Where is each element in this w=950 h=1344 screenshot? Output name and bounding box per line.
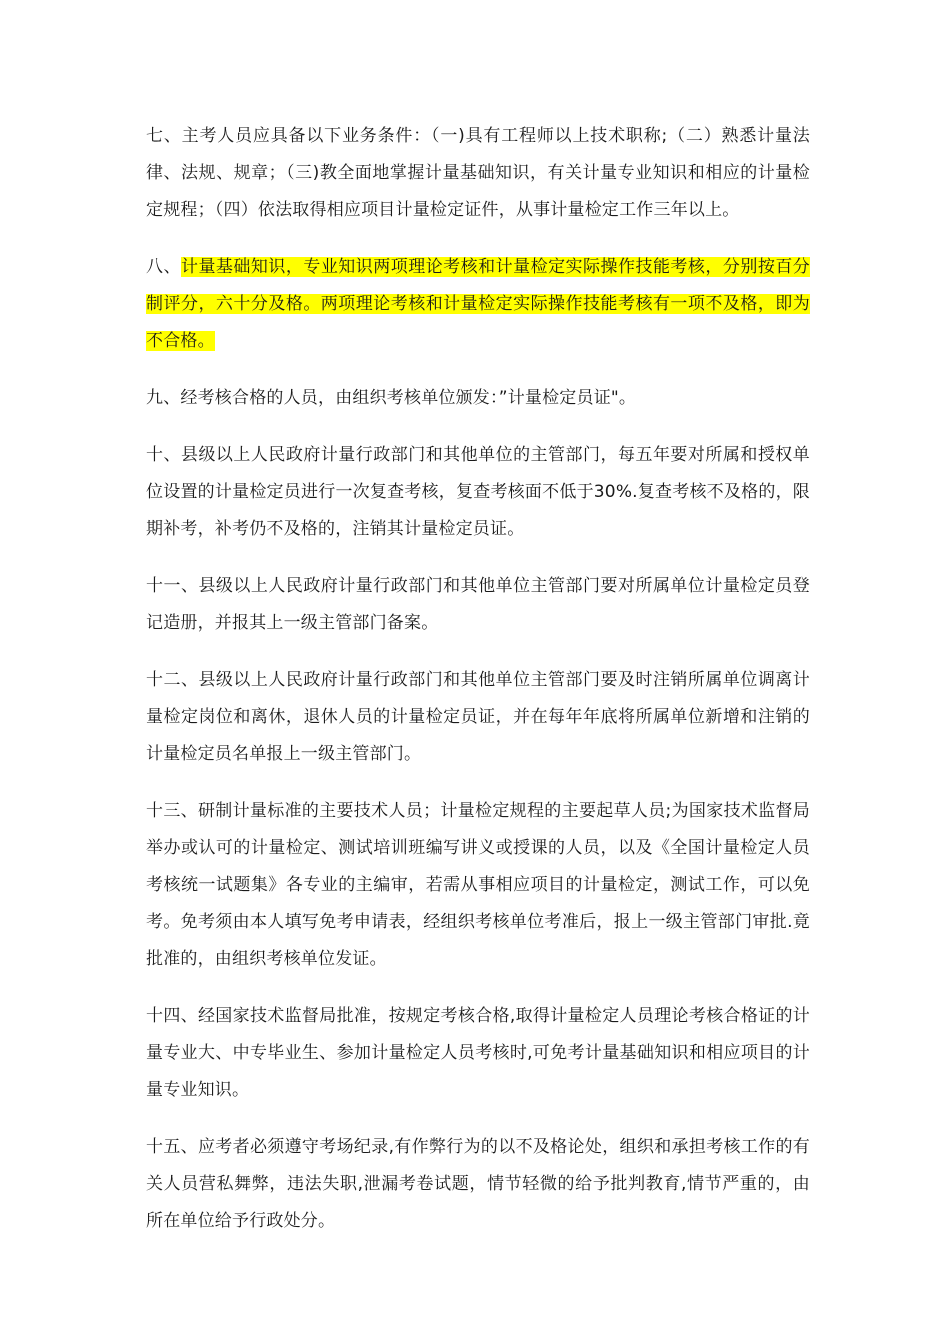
paragraph-13: 十三、研制计量标准的主要技术人员；计量检定规程的主要起草人员;为国家技术监督局举办或认可的计量检定、测试培训班编写讲义或授课的人员，以及《全国计量检定人员考核统一试题集》各专业的主编审，若需从事相应项目的计量检定，测试工作，可以免考。免考须由本人填写免考申请表，经组织考核单位考准后，报上一级主管部门审批.竟批准的，由组织考核单位发证。: [146, 801, 810, 969]
paragraph-8-prefix: 八、: [146, 257, 181, 277]
paragraph-9: 九、经考核合格的人员，由组织考核单位颁发：”计量检定员证"。: [146, 388, 637, 408]
paragraph-7: 七、主考人员应具备以下业务条件：（一)具有工程师以上技术职称;（二）熟悉计量法律、法规、规章；（三)教全面地掌握计量基础知识，有关计量专业知识和相应的计量检定规程；（四）依法取得相应项目计量检定证件，从事计量检定工作三年以上。: [146, 126, 810, 220]
paragraph-8-highlighted-text: 计量基础知识，专业知识两项理论考核和计量检定实际操作技能考核，分别按百分制评分，六十分及格。两项理论考核和计量检定实际操作技能考核有一项不及格，即为不合格。: [146, 257, 810, 351]
paragraph-14: 十四、经国家技术监督局批准，按规定考核合格,取得计量检定人员理论考核合格证的计量专业大、中专毕业生、参加计量检定人员考核时,可免考计量基础知识和相应项目的计量专业知识。: [146, 1006, 810, 1100]
paragraph-11: 十一、县级以上人民政府计量行政部门和其他单位主管部门要对所属单位计量检定员登记造册，并报其上一级主管部门备案。: [146, 576, 810, 633]
paragraph-15: 十五、应考者必须遵守考场纪录,有作弊行为的以不及格论处，组织和承担考核工作的有关人员营私舞弊，违法失职,泄漏考卷试题，情节轻微的给予批判教育,情节严重的，由所在单位给予行政处分。: [146, 1137, 810, 1231]
paragraph-10: 十、县级以上人民政府计量行政部门和其他单位的主管部门，每五年要对所属和授权单位设置的计量检定员进行一次复查考核，复查考核面不低于30%.复查考核不及格的，限期补考，补考仍不及格的，注销其计量检定员证。: [146, 445, 810, 539]
paragraph-12: 十二、县级以上人民政府计量行政部门和其他单位主管部门要及时注销所属单位调离计量检定岗位和离休，退休人员的计量检定员证，并在每年年底将所属单位新增和注销的计量检定员名单报上一级主管部门。: [146, 670, 810, 764]
paragraph-8: [146, 249, 810, 360]
